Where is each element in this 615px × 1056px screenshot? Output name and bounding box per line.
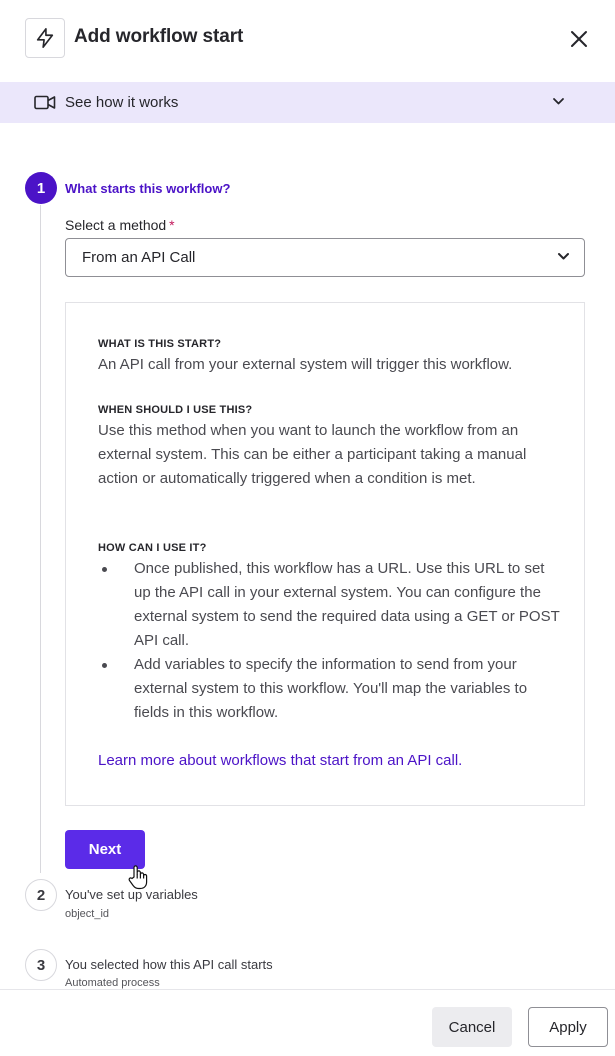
- step-2-marker: 2: [25, 879, 57, 911]
- required-asterisk: *: [169, 217, 175, 233]
- method-field-label: [65, 217, 175, 233]
- close-icon: [569, 29, 589, 49]
- close-button[interactable]: [566, 26, 592, 52]
- step-connector-line: [40, 205, 41, 873]
- how-bullet-1: Once published, this workflow has a URL. Use this URL to set up the API call in your external system. You can configure the external system to send the required data using a GET or POST API call.: [134, 560, 560, 649]
- step-3-subtitle: Automated process: [65, 977, 160, 989]
- cancel-button[interactable]: Cancel: [432, 1007, 512, 1047]
- method-select-value: From an API Call: [82, 249, 196, 266]
- method-label-text: Select a method: [65, 217, 167, 233]
- panel-footer: [0, 989, 615, 1056]
- learn-more-link[interactable]: Learn more about workflows that start from an API call.: [98, 752, 463, 769]
- method-info-panel: [65, 302, 585, 806]
- step-3-marker: 3: [25, 949, 57, 981]
- step-3-title: You selected how this API call starts: [65, 957, 273, 972]
- what-heading: WHAT IS THIS START?: [98, 338, 222, 350]
- step-1-title: What starts this workflow?: [65, 181, 231, 196]
- how-bullet-2: Add variables to specify the information to send from your external system to this workflow. You'll map the variables to fields in this workflow.: [134, 656, 528, 721]
- panel-title: Add workflow start: [74, 26, 244, 47]
- how-heading: HOW CAN I USE IT?: [98, 542, 207, 554]
- chevron-down-icon: [557, 252, 570, 261]
- chevron-down-icon: [552, 97, 565, 106]
- panel-header: [0, 0, 615, 82]
- when-heading: WHEN SHOULD I USE THIS?: [98, 404, 253, 416]
- step-2-subtitle: object_id: [65, 908, 110, 920]
- what-text: An API call from your external system will trigger this workflow.: [98, 356, 513, 373]
- video-camera-icon: [34, 95, 56, 110]
- next-button[interactable]: Next: [65, 830, 145, 869]
- see-how-it-works-label: See how it works: [65, 94, 179, 111]
- bullet-marker: [102, 663, 107, 668]
- apply-button[interactable]: Apply: [528, 1007, 608, 1047]
- lightning-bolt-icon: [25, 18, 65, 58]
- bullet-marker: [102, 567, 107, 572]
- method-select[interactable]: [65, 238, 585, 277]
- see-how-it-works-toggle[interactable]: [0, 82, 615, 123]
- when-text: Use this method when you want to launch the workflow from an external system. This can be either a participant taking a manual action or automatically triggered when a condition is met.: [98, 422, 527, 487]
- step-1-marker: 1: [25, 172, 57, 204]
- step-2-title: You've set up variables: [65, 887, 198, 902]
